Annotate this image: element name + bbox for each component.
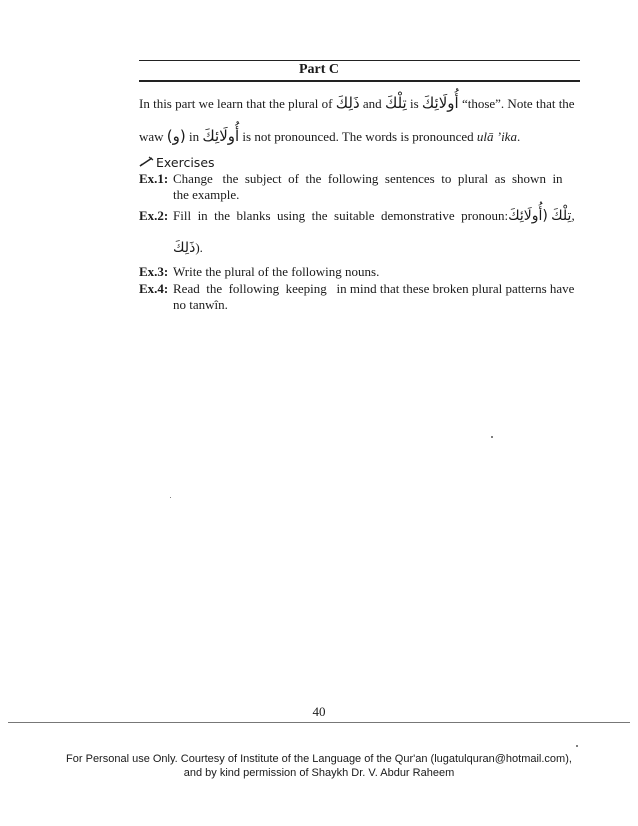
exercise-sep: , [571, 208, 575, 223]
scan-speck [576, 745, 578, 747]
exercise-2 [139, 208, 579, 224]
exercise-3 [139, 264, 579, 280]
exercise-text: Fill in the blanks using the suitable demonstrative pronoun: [173, 208, 509, 223]
intro-and: and [362, 96, 382, 111]
exercise-label: Ex.2: [139, 208, 169, 223]
scan-speck [170, 497, 171, 498]
intro-not-pronounced: is not pronounced. The words is pronounced [242, 129, 474, 144]
exercise-4 [139, 281, 579, 313]
arabic-ulaika-2: أُولَائِكَ [202, 127, 240, 145]
footer-line-2: and by kind permission of Shaykh Dr. V. Abdur Raheem [183, 767, 455, 779]
arabic-tilka-ex: تِلْكَ [551, 208, 572, 224]
exercise-text: Change the subject of the following sentences to plural as shown in the example. [173, 171, 570, 202]
pen-icon [139, 155, 156, 170]
exercises-heading [139, 155, 215, 170]
header-rule-bottom [139, 80, 580, 82]
intro-in: in [189, 129, 200, 144]
intro-line-2 [139, 128, 579, 145]
transliteration: ulā ’ika [476, 129, 517, 144]
arabic-ulaika-ex: (أُولَائِكَ [508, 208, 548, 224]
footer-rule [8, 722, 630, 723]
exercise-end: ). [195, 240, 203, 255]
arabic-waw: (و) [166, 127, 186, 145]
intro-period: . [516, 129, 521, 144]
header-rule-top [139, 60, 580, 61]
exercise-label: Ex.3: [139, 264, 169, 279]
arabic-dhalika: ذَلِكَ [335, 94, 360, 112]
intro-is: is [409, 96, 419, 111]
exercise-body [173, 208, 579, 224]
section-title: Part C [298, 62, 340, 77]
footer [0, 752, 638, 780]
exercise-2-cont [173, 240, 613, 256]
intro-those: “those”. Note that the [461, 96, 575, 111]
footer-line-1: For Personal use Only. Courtesy of Institute of the Language of the Qur'an (lugatulquran@hotmail.com), [66, 753, 572, 765]
page-number: 40 [312, 704, 326, 719]
exercise-1 [139, 171, 579, 203]
exercise-label: Ex.4: [139, 281, 169, 296]
arabic-ulaika: أُولَائِكَ [421, 94, 459, 112]
exercises-label: Exercises [156, 155, 215, 170]
exercise-label: Ex.1: [139, 171, 169, 186]
intro-waw: waw [139, 129, 164, 144]
arabic-dhalika-ex: ذَلِكَ [173, 240, 196, 256]
intro-text: In this part we learn that the plural of [139, 96, 333, 111]
exercise-text: Write the plural of the following nouns. [173, 264, 380, 279]
exercise-text: Read the following keeping in mind that these broken plural patterns have no tanwîn. [173, 281, 578, 312]
arabic-tilka: تِلْكَ [384, 94, 407, 112]
scan-speck [491, 436, 493, 438]
intro-line-1 [139, 95, 579, 112]
